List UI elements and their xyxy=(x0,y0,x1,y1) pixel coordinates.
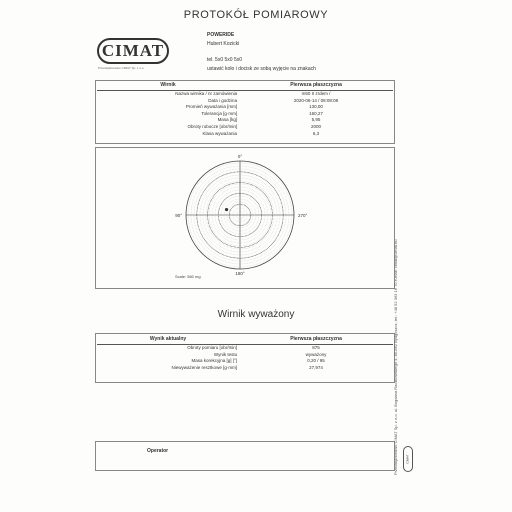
client-person: Hubert Kozicki xyxy=(207,41,240,47)
result-table xyxy=(97,335,393,371)
table-row xyxy=(97,111,393,118)
table-row xyxy=(97,352,393,359)
client-company: POWERIDE xyxy=(207,32,235,38)
polar-chart xyxy=(95,147,395,289)
row-label: Promień wyważania [mm] xyxy=(185,104,238,110)
row-value: 27,974 xyxy=(309,364,323,370)
row-value: 0,20 / 95 xyxy=(307,358,325,364)
row-value: 5,95 xyxy=(311,117,321,123)
row-label: Masa korekcyjna [g] [°] xyxy=(191,358,238,364)
row-label: Obroty robocze [obr/min] xyxy=(187,123,238,129)
row-value: 2000 xyxy=(311,123,322,129)
row-value: 875 xyxy=(312,345,320,350)
polar-angle-label: 180° xyxy=(235,271,245,276)
table-row xyxy=(97,131,393,138)
table-row xyxy=(97,98,393,105)
logo-tagline: Przedsiębiorstwo CIMAT Sp. z o.o. xyxy=(98,66,145,70)
imbalance-marker xyxy=(225,208,228,211)
table2-header-plane: Pierwsza płaszczyzna xyxy=(239,335,393,345)
row-value: 130,00 xyxy=(309,104,323,110)
row-label: Tolerancja [g·mm] xyxy=(201,110,238,116)
row-label: Nazwa wirnika / nr zamówienia xyxy=(175,91,238,96)
sidebar-logo-text: CIMAT xyxy=(406,454,410,464)
document-title: PROTOKÓŁ POMIAROWY xyxy=(183,9,329,21)
client-note: ustawić koło i docisk ze sobą wyjęcie na znakach xyxy=(207,66,316,72)
row-label: Masa [kg] xyxy=(217,117,238,123)
row-label: Klasa wyważania xyxy=(202,130,238,136)
polar-angle-label: 0° xyxy=(237,154,243,159)
table-row xyxy=(97,104,393,111)
polar-angle-label: 90° xyxy=(175,213,182,218)
table-row xyxy=(97,345,393,352)
table-row xyxy=(97,124,393,131)
row-label: Data i godzina xyxy=(208,97,238,103)
table-row xyxy=(97,358,393,365)
operator-label: Operator xyxy=(147,448,169,454)
row-value: wyważony xyxy=(305,351,327,357)
rotor-table xyxy=(97,81,393,137)
table1-header-rotor: Wirnik xyxy=(97,81,239,91)
polar-angle-label: 270° xyxy=(298,213,308,218)
row-label: Wynik testu xyxy=(213,351,238,357)
polar-scale-label: Scale: 560 mg xyxy=(175,274,201,279)
section-title-balanced: Wirnik wyważony xyxy=(217,309,295,320)
row-value: 160,27 xyxy=(309,110,323,116)
company-logo xyxy=(97,38,169,64)
row-label: Niewyważenie resztkowe [g·mm] xyxy=(171,364,238,370)
row-label: Obroty pomiaru [obr/min] xyxy=(187,345,238,350)
client-phone: tel. 5x0 5x0 5x0 xyxy=(207,57,243,63)
sidebar-logo xyxy=(403,446,413,472)
company-sidebar xyxy=(385,85,415,475)
row-value: 2020-06-14 / 08:08:08 xyxy=(293,97,339,103)
operator-frame xyxy=(95,441,395,471)
row-value: m50 II zrdem / xyxy=(301,91,331,96)
logo-text: CIMAT xyxy=(101,41,165,60)
table2-header-result: Wynik aktualny xyxy=(97,335,239,345)
row-value: 6,3 xyxy=(312,130,320,136)
table-row xyxy=(97,117,393,124)
table1-header-plane: Pierwsza płaszczyzna xyxy=(239,81,393,91)
table-row xyxy=(97,91,393,98)
table-row xyxy=(97,365,393,372)
sidebar-address: Przedsiębiorstwo CIMAT Sp. z o.o. ul. Bogdana Raczkowskiego 4, 85-862 Bydgoszcz, tel.: +48 52 363 16 70 e-mail: cimat@cimat.eu xyxy=(393,239,398,475)
